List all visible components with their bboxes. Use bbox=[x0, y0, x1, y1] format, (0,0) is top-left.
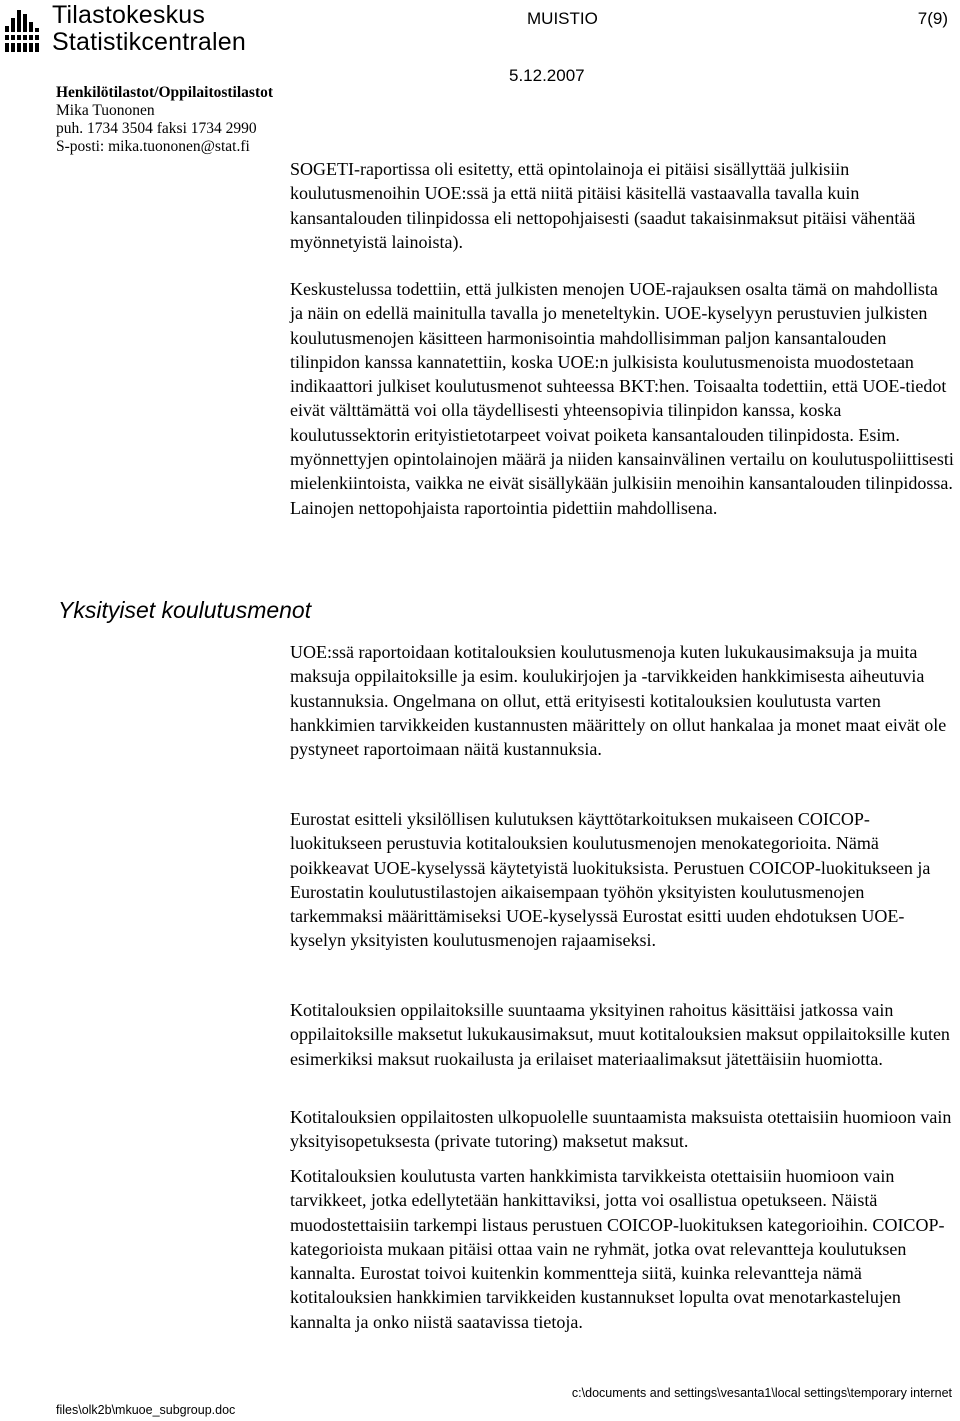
sender-info bbox=[56, 84, 273, 156]
page-number: 7(9) bbox=[917, 9, 948, 28]
section-heading: Yksityiset koulutusmenot bbox=[58, 597, 312, 623]
footer-temp-path: c:\documents and settings\vesanta1\local settings\temporary internet bbox=[571, 1386, 952, 1400]
paragraph: SOGETI-raportissa oli esitetty, että opintolainoja ei pitäisi sisällyttää julkisiin koulutusmenoihin UOE:ssä ja että niitä pitäisi käsitellä vastaavalla tavalla kuin kansantalouden tilinpidossa eli nettopohjaisesti (saadut takaisinmaksut pitäisi vähentää myönnetyistä lainoista). bbox=[290, 159, 916, 252]
document-type: MUISTIO bbox=[527, 9, 598, 28]
paragraph: Kotitalouksien oppilaitosten ulkopuolelle suuntaamista maksuista otettaisiin huomioon vain yksityisopetuksesta (private tutoring) maksetut maksut. bbox=[290, 1107, 952, 1152]
sender-email: S-posti: mika.tuononen@stat.fi bbox=[56, 138, 250, 155]
content-block bbox=[290, 807, 954, 953]
content-block bbox=[290, 277, 954, 520]
sender-department: Henkilötilastot/Oppilaitostilastot bbox=[56, 84, 274, 101]
content-block bbox=[290, 157, 954, 254]
content-block bbox=[290, 640, 954, 761]
sender-name: Mika Tuononen bbox=[56, 102, 155, 119]
paragraph: Kotitalouksien oppilaitoksille suuntaama yksityinen rahoitus käsittäisi jatkossa vain oppilaitoksille maksetut lukukausimaksut, muut kotitalouksien maksut oppilaitoksille kuten esimerkiksi maksut ruokailusta ja erilaiset materiaalimaksut jätettäisiin huomiotta. bbox=[290, 1000, 950, 1069]
logo bbox=[4, 2, 254, 58]
paragraph: Kotitalouksien koulutusta varten hankkimista tarvikkeista otettaisiin huomioon vain tarvikkeet, jotka edellytetään hankittaviksi, jotta voi osallistua opetukseen. Näistä muodostettaisiin tarkempi listaus perustuen COICOP-luokituksen kategorioihin. COICOP-kategorioista mukaan pitäisi ottaa vain ne ryhmät, jotka ovat relevantteja koulutuksen kannalta. Eurostat toivoi kuitenkin kommentteja siitä, kuinka relevantteja nämä kotitalouksien hankkimien tarvikkeiden kustannukset lopulta ovat menotarkastelujen kannalta ja onko niistä saatavissa tietoja. bbox=[290, 1166, 945, 1332]
paragraph: UOE:ssä raportoidaan kotitalouksien koulutusmenoja kuten lukukausimaksuja ja muita maksuja oppilaitoksille ja esim. koulukirjojen ja -tarvikkeiden hankkimisesta aiheutuvia kustannuksia. Ongelmana on ollut, että erityisesti kotitalouksien koulutusta varten hankkimien tarvikkeiden kustannusten määrittely on ollut hankalaa ja monet maat eivät ole pystyneet raportoimaan näitä kustannuksia. bbox=[290, 642, 947, 760]
org-name-sv: Statistikcentralen bbox=[52, 28, 246, 56]
paragraph: Eurostat esitteli yksilöllisen kulutuksen käyttötarkoituksen mukaiseen COICOP-luokitukseen perustuvia kotitalouksien koulutusmenojen menokategorioita. Nämä poikkeavat UOE-kyselyssä käytetyistä luokituksista. Perustuen COICOP-luokitukseen ja Eurostatin koulutustilastojen aikaisempaan työhön yksityisten koulutusmenojen tarkemmaksi määrittämiseksi UOE-kyselyssä Eurostat esitti uuden ehdotuksen UOE-kyselyn yksityisten koulutusmenojen rajaamiseksi. bbox=[290, 809, 931, 951]
content-block bbox=[290, 1105, 954, 1154]
org-name-fi: Tilastokeskus bbox=[52, 1, 206, 29]
sender-phone: puh. 1734 3504 faksi 1734 2990 bbox=[56, 120, 257, 137]
document-date: 5.12.2007 bbox=[509, 66, 585, 85]
tilastokeskus-logo-icon bbox=[4, 4, 46, 54]
footer-file-path: files\olk2b\mkuoe_subgroup.doc bbox=[56, 1403, 236, 1417]
logo-text bbox=[52, 2, 246, 56]
content-block bbox=[290, 998, 954, 1071]
content-block bbox=[290, 1164, 954, 1334]
paragraph: Keskustelussa todettiin, että julkisten menojen UOE-rajauksen osalta tämä on mahdollista ja näin on edellä mainitulla tavalla jo meneteltykin. UOE-kyselyyn perustuvien julkisten koulutusmenojen käsitteen harmonisointia mahdollisimman paljon kansantalouden tilinpidon kanssa kannatettiin, koska UOE:n julkisista koulutusmenoista muodostetaan indikaattori julkiset koulutusmenot suhteessa BKT:hen. Toisaalta todettiin, että UOE-tiedot eivät välttämättä voi olla täydellisesti yhteensopivia tilinpidon kanssa, koska koulutussektorin erityistietotarpeet voivat poiketa kansantalouden tilinpidosta. Esim. myönnettyjen opintolainojen määrä ja niiden kansainvälinen vertailu on koulutuspoliittisesti mielenkiintoista, vaikka ne eivät sisällykään julkisiin menoihin kansantalouden tilinpidossa. Lainojen nettopohjaista raportointia pidettiin mahdollisena. bbox=[290, 279, 954, 518]
